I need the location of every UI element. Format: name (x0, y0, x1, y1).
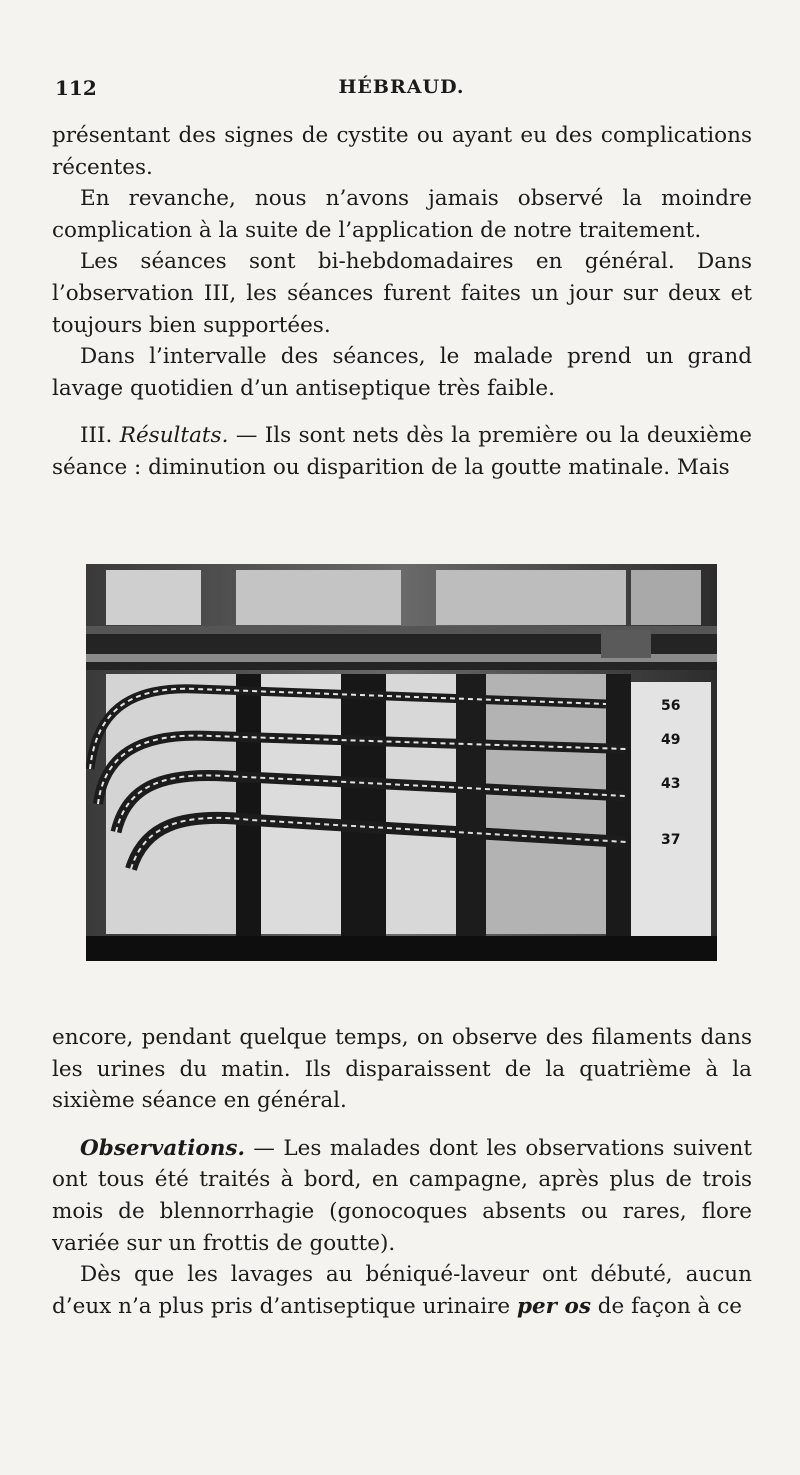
label-43: 43 (661, 776, 681, 792)
text-block-bottom (52, 1022, 752, 1322)
running-header (55, 76, 748, 106)
paragraph-text: — Ils sont nets dès la première ou la deuxième séance : diminution ou disparition de la goutte matinale. Mais (52, 423, 752, 480)
paragraph-text: Dès que les lavages au béniqué-laveur ont débuté, aucun d’eux n’a plus pris d’antiseptique urinaire (52, 1262, 752, 1319)
paragraph: En revanche, nous n’avons jamais observé la moindre complication à la suite de l’application de notre traitement. (52, 186, 752, 243)
page-number: 112 (55, 76, 97, 100)
paragraph-text: — Les malades dont les observations suivent ont tous été traités à bord, en campagne, après plus de trois mois de blennorrhagie (gonocoques absents ou rares, flore variée sur un frottis de goutte). (52, 1135, 752, 1256)
paragraph: Dans l’intervalle des séances, le malade prend un grand lavage quotidien d’un antiseptique très faible. (52, 344, 752, 401)
label-37: 37 (661, 832, 681, 848)
paragraph-text: de façon à ce (590, 1293, 742, 1319)
latin-term: per os (516, 1293, 591, 1319)
paragraph: Les séances sont bi-hebdomadaires en général. Dans l’observation III, les séances furent faites un jour sur deux et toujours bien supportées. (52, 249, 752, 338)
section-heading: Observations. (80, 1135, 245, 1161)
section-heading: Résultats. (119, 423, 229, 449)
section-number: III. (80, 423, 113, 449)
paragraph: présentant des signes de cystite ou ayant eu des complications récentes. (52, 123, 752, 180)
paragraph: encore, pendant quelque temps, on observe des filaments dans les urines du matin. Ils disparaissent de la quatrième à la sixième séance en général. (52, 1025, 752, 1114)
photo-illustration (86, 564, 717, 961)
paragraph-resultats (52, 420, 752, 483)
paragraph (52, 1259, 752, 1322)
text-block-top (52, 120, 752, 484)
running-title: HÉBRAUD. (338, 76, 465, 98)
paragraph-observations (52, 1133, 752, 1259)
photograph-beniques (86, 564, 717, 961)
label-49: 49 (661, 732, 681, 748)
label-56: 56 (661, 698, 681, 714)
